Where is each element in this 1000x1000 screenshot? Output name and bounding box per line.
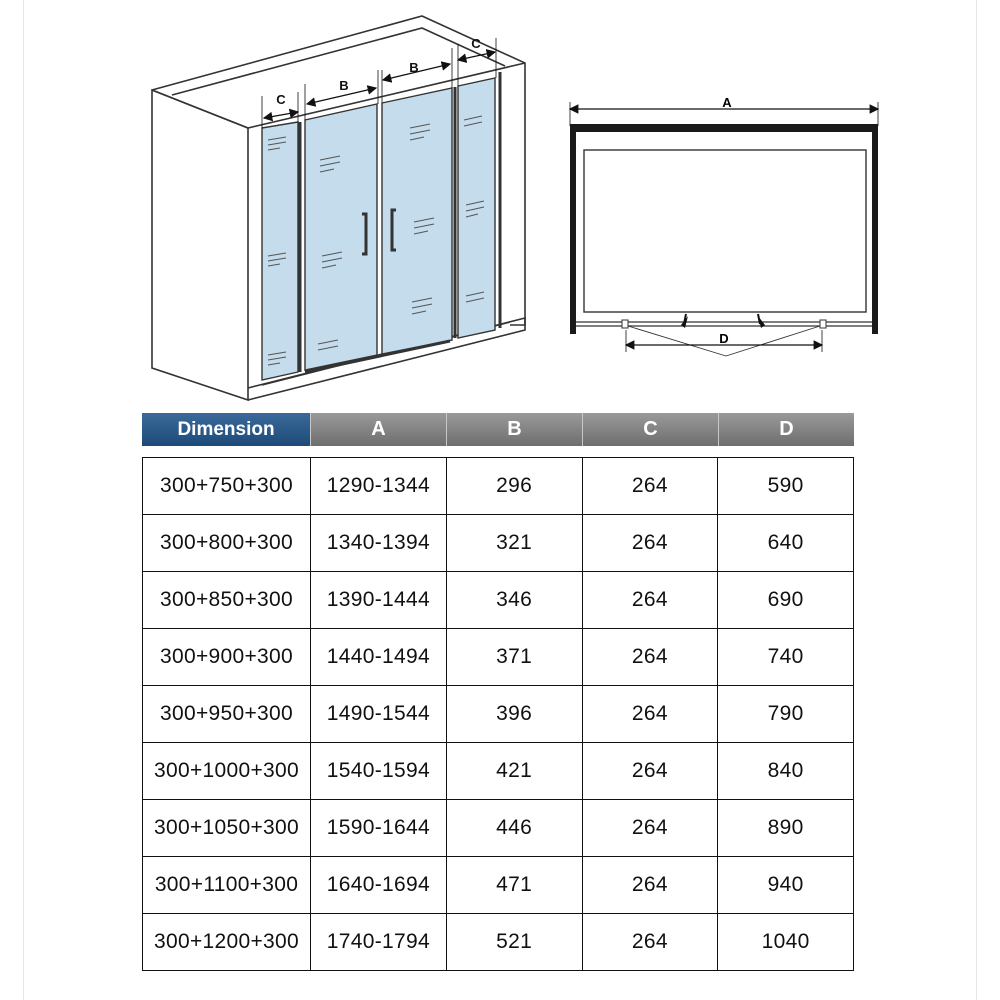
fixed-panel-left	[262, 122, 298, 380]
dimension-cell: 300+950+300	[143, 686, 311, 743]
d-cell: 890	[718, 800, 854, 857]
d-cell: 690	[718, 572, 854, 629]
door-handles	[362, 210, 396, 254]
header-a: A	[310, 413, 446, 446]
d-cell: 740	[718, 629, 854, 686]
a-cell: 1440-1494	[311, 629, 447, 686]
a-cell: 1740-1794	[311, 914, 447, 971]
header-b: B	[446, 413, 582, 446]
a-cell: 1340-1394	[311, 515, 447, 572]
dimension-cell: 300+850+300	[143, 572, 311, 629]
a-cell: 1290-1344	[311, 458, 447, 515]
table-row	[143, 515, 854, 572]
glass-panels	[262, 78, 495, 380]
d-cell: 640	[718, 515, 854, 572]
c-cell: 264	[582, 572, 718, 629]
header-dimension: Dimension	[142, 413, 310, 446]
c-cell: 264	[582, 686, 718, 743]
table-row	[143, 857, 854, 914]
dimension-cell: 300+1200+300	[143, 914, 311, 971]
b-cell: 296	[446, 458, 582, 515]
a-cell: 1640-1694	[311, 857, 447, 914]
table-row	[143, 800, 854, 857]
b-cell: 321	[446, 515, 582, 572]
dim-label-d: D	[719, 331, 729, 346]
dimension-cell: 300+800+300	[143, 515, 311, 572]
b-cell: 471	[446, 857, 582, 914]
dim-label-b-right: B	[409, 60, 419, 75]
table-row	[143, 914, 854, 971]
d-cell: 590	[718, 458, 854, 515]
table-row	[143, 629, 854, 686]
table-row	[143, 743, 854, 800]
a-cell: 1390-1444	[311, 572, 447, 629]
table-row	[143, 458, 854, 515]
d-cell: 1040	[718, 914, 854, 971]
dimension-table	[142, 457, 854, 971]
c-cell: 264	[582, 800, 718, 857]
dimension-cell: 300+1000+300	[143, 743, 311, 800]
c-cell: 264	[582, 914, 718, 971]
b-cell: 446	[446, 800, 582, 857]
table-row	[143, 572, 854, 629]
a-cell: 1540-1594	[311, 743, 447, 800]
c-cell: 264	[582, 458, 718, 515]
c-cell: 264	[582, 857, 718, 914]
dim-label-c-left: C	[276, 92, 286, 107]
dimension-cell: 300+1050+300	[143, 800, 311, 857]
enclosure-plan-view	[570, 95, 878, 356]
a-cell: 1590-1644	[311, 800, 447, 857]
dimension-cell: 300+1100+300	[143, 857, 311, 914]
d-cell: 840	[718, 743, 854, 800]
dim-label-c-right: C	[471, 36, 481, 51]
dimension-cell: 300+900+300	[143, 629, 311, 686]
header-d: D	[718, 413, 854, 446]
b-cell: 371	[446, 629, 582, 686]
table-row	[143, 686, 854, 743]
b-cell: 346	[446, 572, 582, 629]
b-cell: 521	[446, 914, 582, 971]
b-cell: 421	[446, 743, 582, 800]
shower-diagrams	[0, 0, 1000, 410]
dimension-cell: 300+750+300	[143, 458, 311, 515]
c-cell: 264	[582, 743, 718, 800]
d-cell: 940	[718, 857, 854, 914]
c-cell: 264	[582, 629, 718, 686]
table-header	[142, 413, 854, 446]
b-cell: 396	[446, 686, 582, 743]
header-c: C	[582, 413, 718, 446]
c-cell: 264	[582, 515, 718, 572]
d-cell: 790	[718, 686, 854, 743]
dim-label-b-left: B	[339, 78, 349, 93]
a-cell: 1490-1544	[311, 686, 447, 743]
dim-label-a: A	[722, 95, 732, 110]
